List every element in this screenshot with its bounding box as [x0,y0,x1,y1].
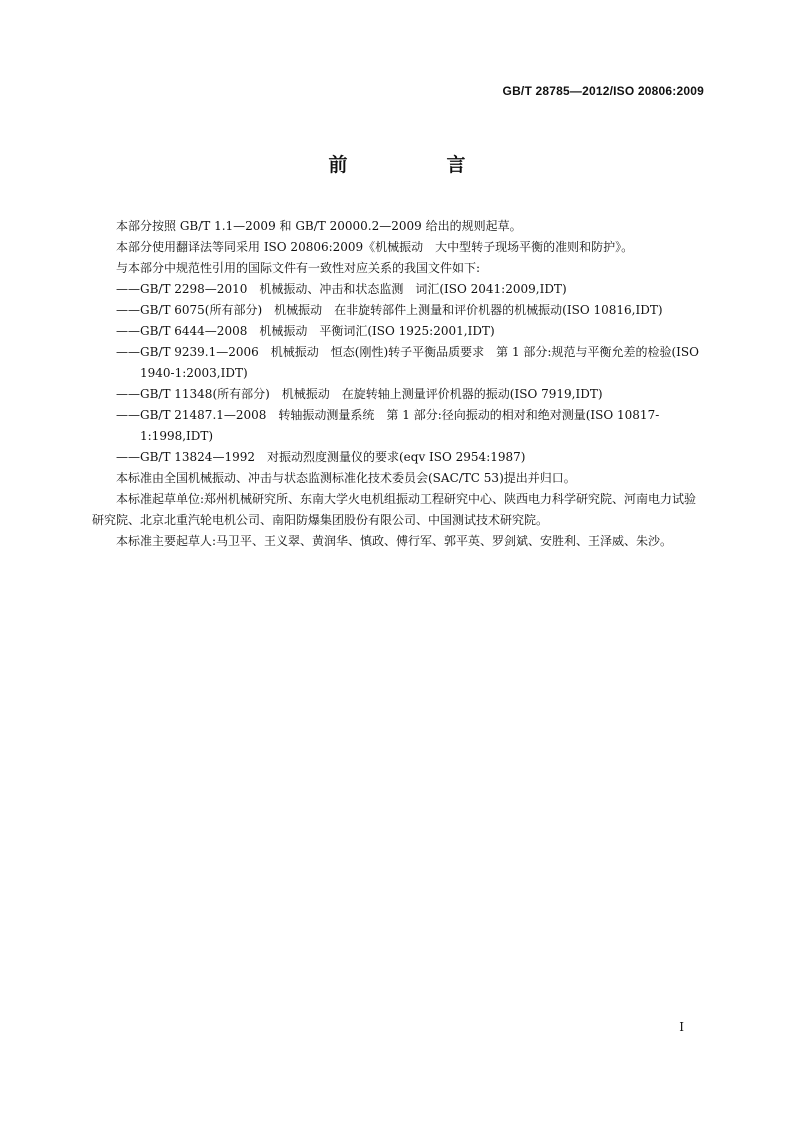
reference-item: ——GB/T 6444—2008 机械振动 平衡词汇(ISO 1925:2001,IDT) [116,324,495,338]
paragraph-references-intro: 与本部分中规范性引用的国际文件有一致性对应关系的我国文件如下: [116,261,481,275]
paragraph-drafters: 本标准主要起草人:马卫平、王义翠、黄润华、慎政、傅行军、郭平英、罗剑斌、安胜利、王泽威、朱沙。 [116,534,673,548]
standard-code: GB/T 28785—2012/ISO 20806:2009 [502,84,704,98]
page-title: 前 言 [328,154,506,176]
paragraph-drafting-units: 本标准起草单位:郑州机械研究所、东南大学火电机组振动工程研究中心、陕西电力科学研究院、河南电力试验研究院、北京北重汽轮电机公司、南阳防爆集团股份有限公司、中国测试技术研究院。 [92,492,697,527]
reference-item: ——GB/T 9239.1—2006 机械振动 恒态(刚性)转子平衡品质要求 第 1 部分:规范与平衡允差的检验(ISO 1940-1:2003,IDT) [116,345,699,380]
reference-item: ——GB/T 11348(所有部分) 机械振动 在旋转轴上测量评价机器的振动(ISO 7919,IDT) [116,387,603,401]
paragraph-adoption: 本部分使用翻译法等同采用 ISO 20806:2009《机械振动 大中型转子现场平衡的准则和防护》。 [116,240,634,254]
reference-item: ——GB/T 2298—2010 机械振动、冲击和状态监测 词汇(ISO 2041:2009,IDT) [116,282,567,296]
page-number: I [679,1020,684,1034]
paragraph-drafting-rules: 本部分按照 GB/T 1.1—2009 和 GB/T 20000.2—2009 给出的规则起草。 [116,219,522,233]
paragraph-proposed-by: 本标准由全国机械振动、冲击与状态监测标准化技术委员会(SAC/TC 53)提出并归口。 [116,471,576,485]
reference-list [92,279,706,468]
reference-item: ——GB/T 6075(所有部分) 机械振动 在非旋转部件上测量和评价机器的机械振动(ISO 10816,IDT) [116,303,663,317]
document-body [92,216,706,552]
reference-item: ——GB/T 21487.1—2008 转轴振动测量系统 第 1 部分:径向振动的相对和绝对测量(ISO 10817-1:1998,IDT) [116,408,660,443]
reference-item: ——GB/T 13824—1992 对振动烈度测量仪的要求(eqv ISO 2954:1987) [116,450,526,464]
